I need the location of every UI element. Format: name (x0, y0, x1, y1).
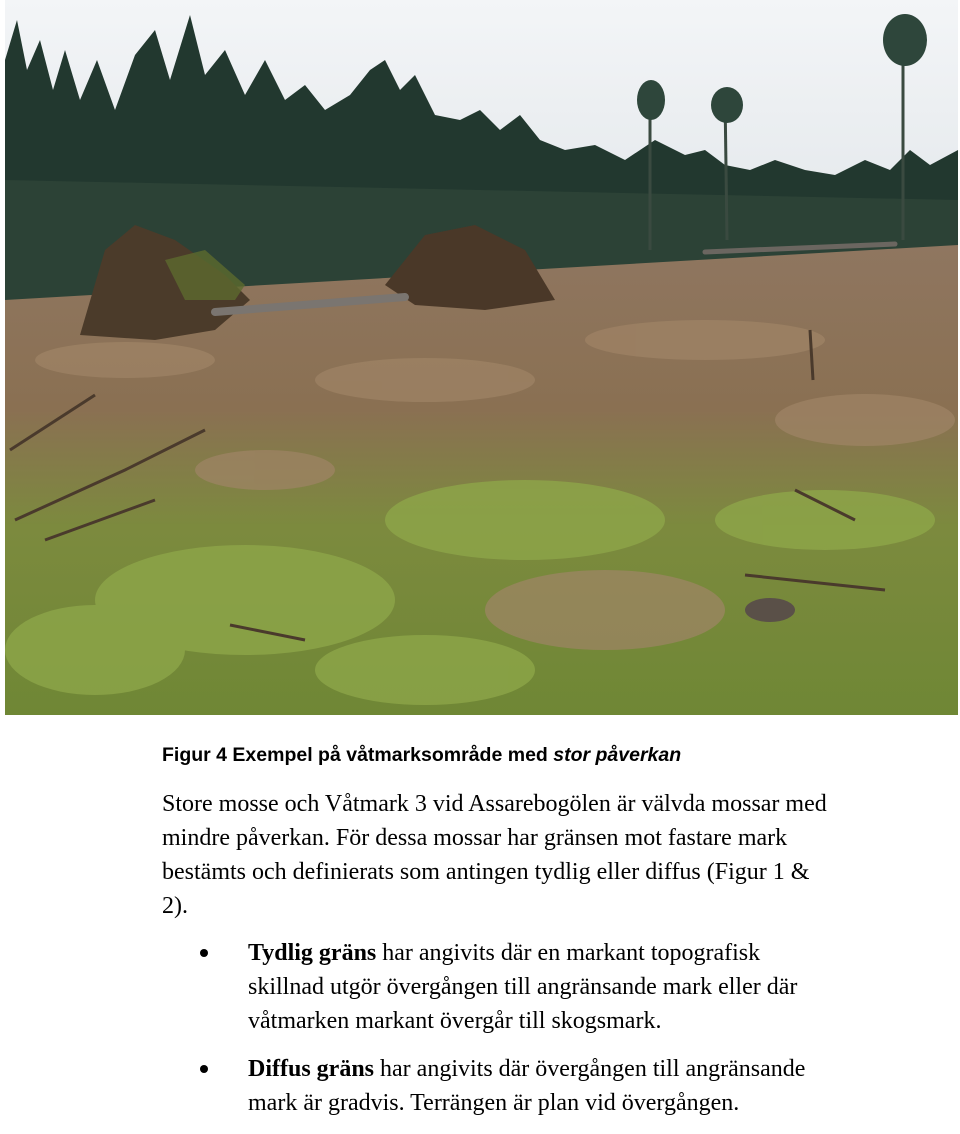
bullet-text: har angivits där en markant topografisk (376, 940, 761, 966)
bullet-text: mark är gradvis. Terrängen är plan vid övergången. (248, 1090, 740, 1116)
bullet-dot-icon (200, 949, 208, 957)
bullet-text: har angivits där övergången till angränsande (374, 1056, 806, 1082)
figure-caption (162, 744, 681, 767)
bullet-term: Diffus gräns (248, 1056, 375, 1082)
bullet-item-diffus (200, 1052, 940, 1120)
wetland-photo (5, 0, 958, 715)
body-paragraph (162, 787, 960, 923)
bullet-text: skillnad utgör övergången till angränsande mark eller där (248, 974, 798, 1000)
paragraph-line: Store mosse och Våtmark 3 vid Assarebogölen är välvda mossar med (162, 791, 827, 817)
paragraph-line: 2). (162, 893, 188, 919)
bullet-list (200, 936, 940, 1134)
paragraph-line: mindre påverkan. För dessa mossar har gränsen mot fastare mark (162, 825, 788, 851)
paragraph-line: bestämts och definierats som antingen tydlig eller diffus (Figur 1 & (162, 859, 810, 885)
bullet-term: Tydlig gräns (248, 940, 377, 966)
bullet-text: våtmarken markant övergår till skogsmark. (248, 1008, 662, 1034)
bullet-dot-icon (200, 1065, 208, 1073)
caption-prefix: Figur 4 Exempel på våtmarksområde med (162, 744, 554, 766)
caption-emphasis: stor påverkan (553, 744, 682, 766)
bullet-item-tydlig (200, 936, 940, 1038)
